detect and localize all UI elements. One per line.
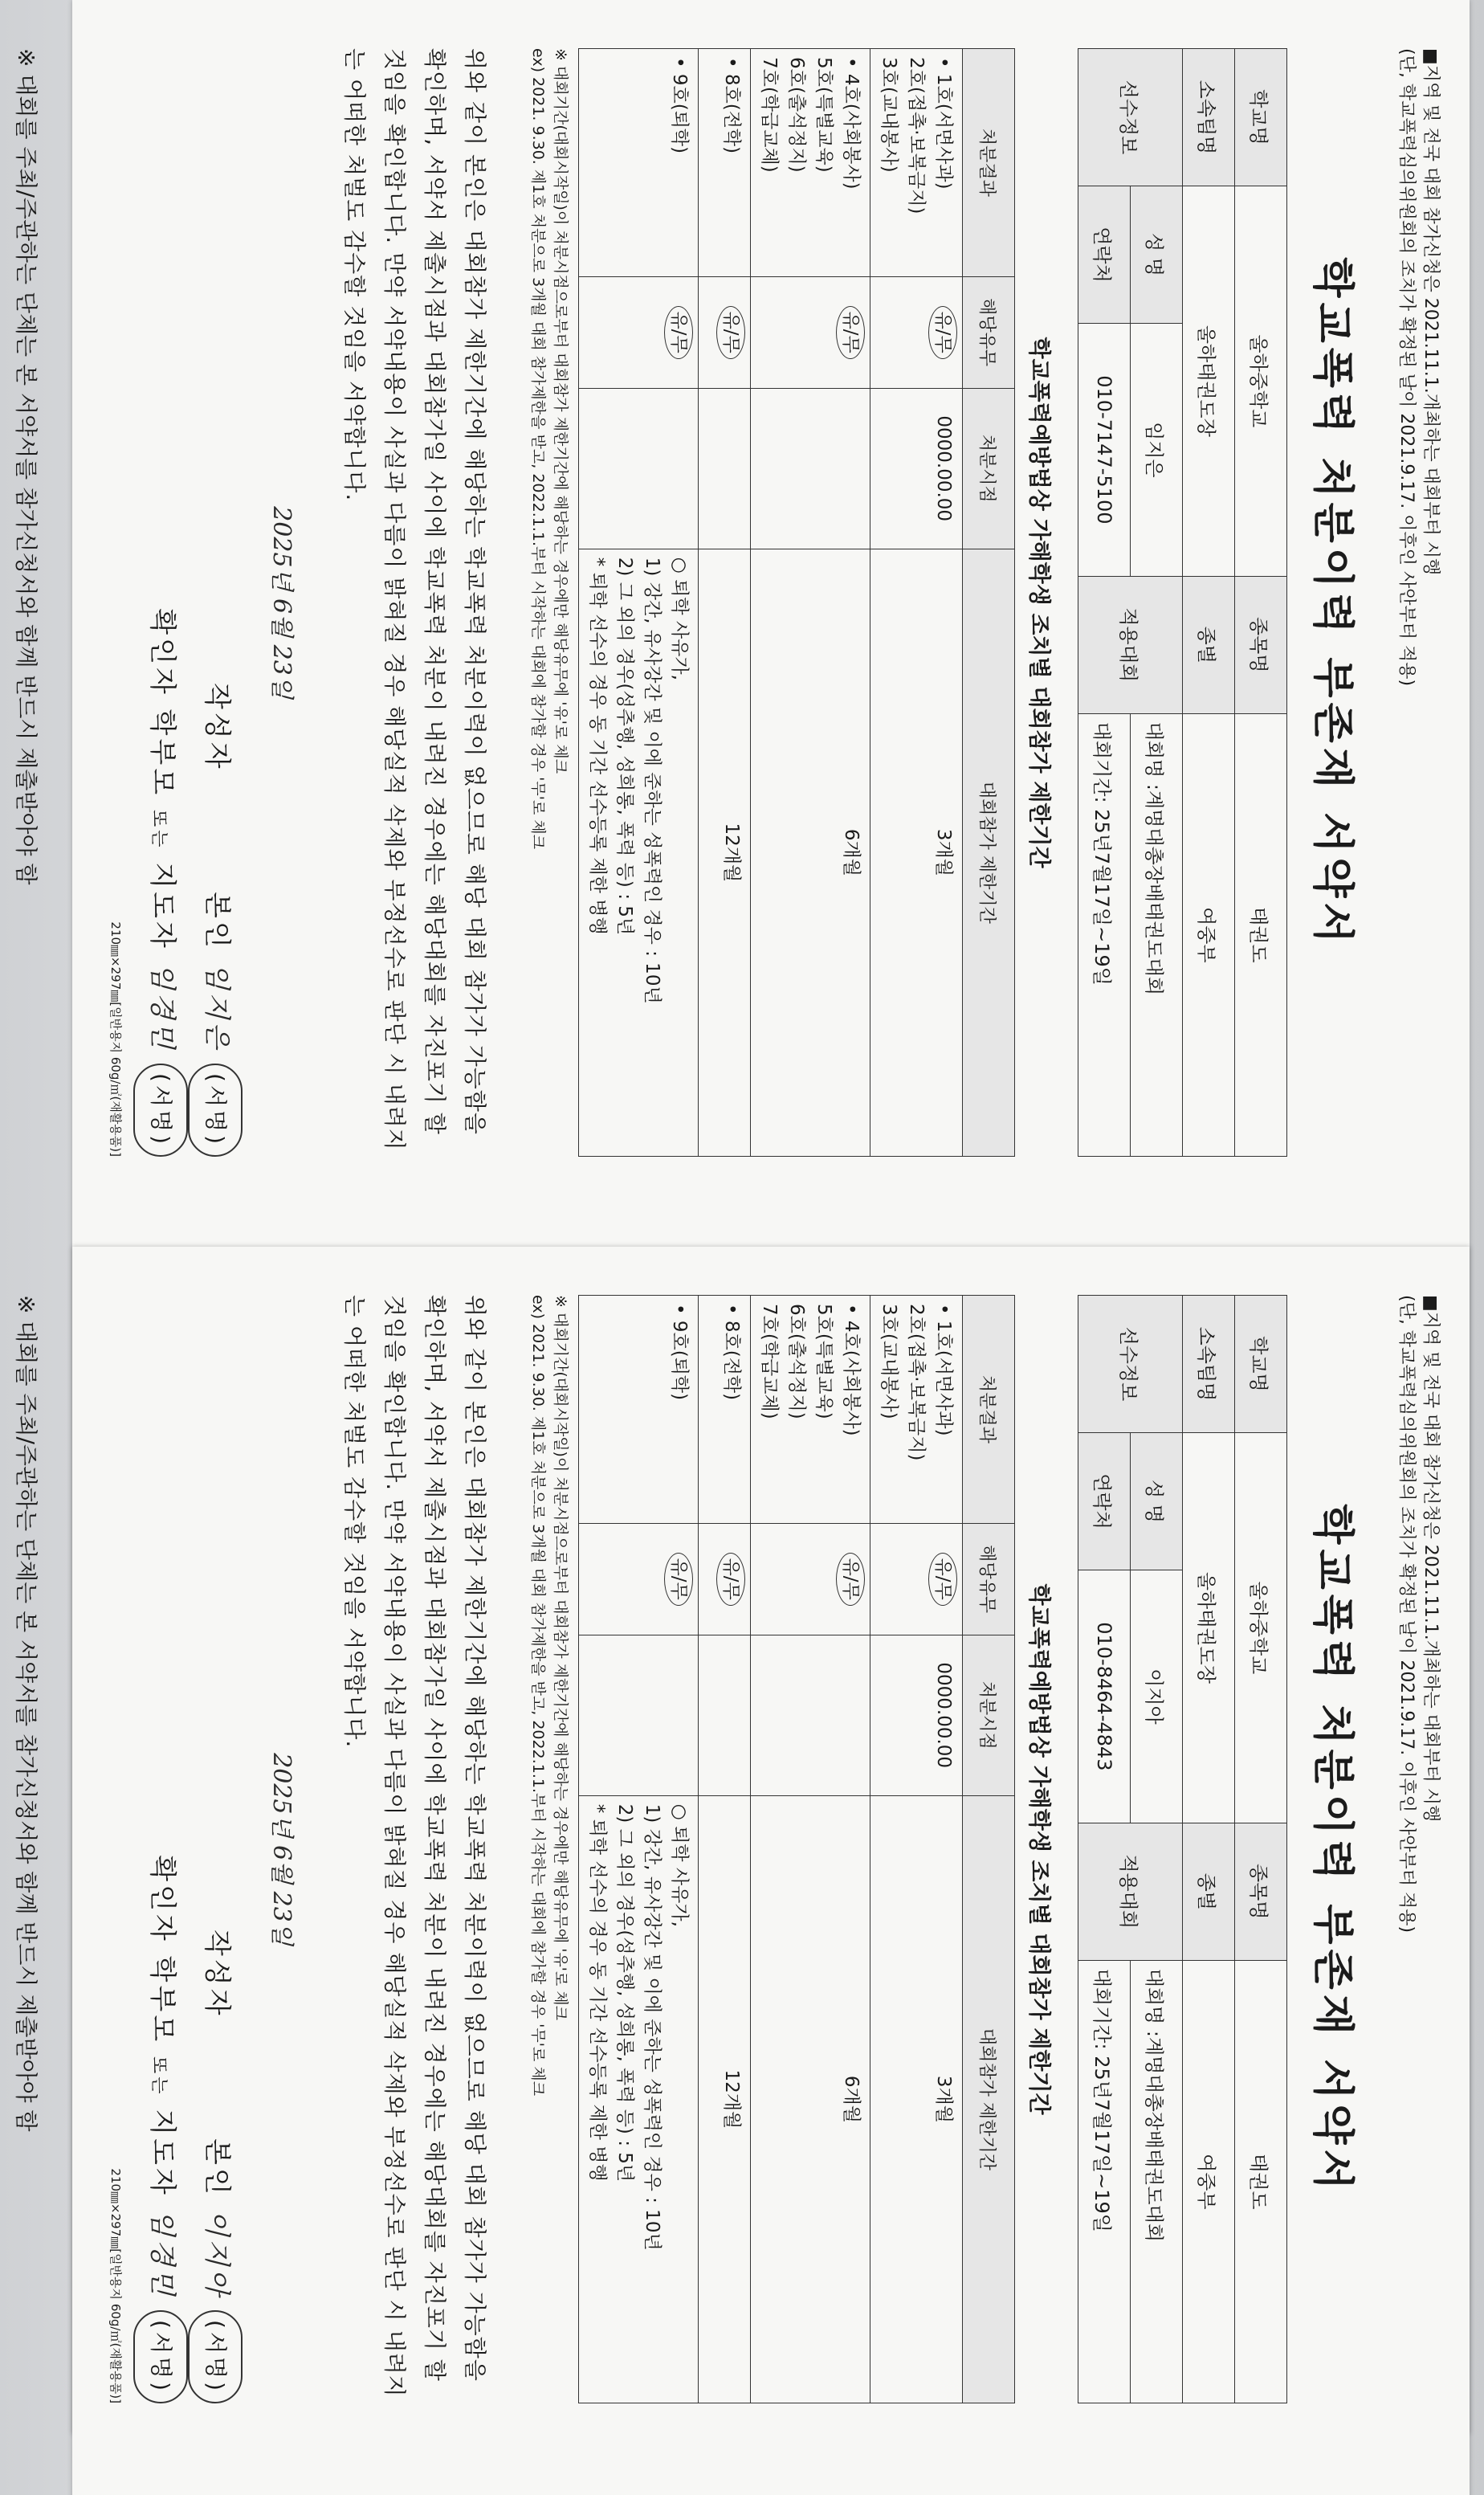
table-row bbox=[699, 1296, 751, 2403]
yesno-checkbox[interactable]: 유/무 bbox=[664, 1553, 693, 1606]
header-yesno: 해당유무 bbox=[963, 276, 1015, 388]
writer-label: 작성자 bbox=[201, 1929, 233, 2019]
value-comp-name: 대회명 :계명대총장배태권도대회 bbox=[1131, 713, 1183, 1156]
notice-line2: (단, 학교폭력심의위원회의 조치가 확정된 날이 2021.9.17. 이후인 사안부터 적용) bbox=[1396, 48, 1417, 687]
yesno-checkbox[interactable]: 유/무 bbox=[836, 1553, 865, 1606]
guardian-label: 학부모 bbox=[146, 1955, 178, 2045]
row-limit: 3개월 bbox=[870, 549, 963, 1156]
label-event: 종목명 bbox=[1235, 576, 1287, 713]
footer-note: ※ 대회를 주최/주관하는 단체는 본 서약서를 참가신청서와 함께 반드시 제출받아야 함 bbox=[13, 1295, 39, 2132]
self-label: 본인 bbox=[201, 892, 233, 951]
value-name: 임지은 bbox=[1131, 324, 1183, 577]
yesno-checkbox[interactable]: 유/무 bbox=[716, 1553, 745, 1606]
header-time: 처분시점 bbox=[963, 1635, 1015, 1795]
table-note: ※ 대회기간(대회시작일)이 처분시점으로부터 대회참가 제한기간에 해당하는 경우에만 해당유무에 '유'로 체크 ex) 2021. 9.30. 제1호 처분으로 3개월 대회 참가제한을 받고, 2022.1.1.부터 시작하는 대회에 참가할 경우 '무'로 체크 bbox=[529, 1295, 569, 2097]
pledge-text: 위와 같이 본인은 대회참가 제한기간에 해당하는 학교폭력 처분이력이 없으므로 해당 대회 참가가 가능함을 확인하며, 서약서 제출시점과 대회참가일 사이에 학교폭력 처분이 내려진 경우에는 해당대회를 자진포기 할 것임을 확인합니다. 만약 서약내용이 사실과 다름이 밝혀질 경우 해당실적 삭제와 부정선수로 판단 시 내려지는 어떠한 처벌도 감수할 것임을 서약합니다. bbox=[341, 1295, 488, 2398]
notice-line2: (단, 학교폭력심의위원회의 조치가 확정된 날이 2021.9.17. 이후인 사안부터 적용) bbox=[1396, 1295, 1417, 1934]
header-result: 처분결과 bbox=[963, 1296, 1015, 1524]
info-table bbox=[1078, 1295, 1287, 2403]
signature-block bbox=[132, 48, 243, 1157]
value-comp-name: 대회명 :계명대총장배태권도대회 bbox=[1131, 1960, 1183, 2403]
header-yesno: 해당유무 bbox=[963, 1523, 1015, 1635]
row-time bbox=[579, 1635, 699, 1795]
row-time: 0000.00.00 bbox=[870, 388, 963, 549]
value-comp-period: 대회기간: 25년7월17일~19일 bbox=[1078, 1960, 1131, 2403]
row-limit: 12개월 bbox=[699, 549, 751, 1156]
confirmer-label: 확인자 bbox=[146, 608, 178, 697]
self-sign-stamp: (서명) bbox=[188, 2310, 243, 2403]
table-row bbox=[870, 49, 963, 1157]
label-contact: 연락처 bbox=[1078, 1433, 1131, 1570]
table-row bbox=[579, 1296, 699, 2403]
notice bbox=[1394, 48, 1442, 1157]
header-time: 처분시점 bbox=[963, 388, 1015, 549]
label-competition: 적용대회 bbox=[1078, 1823, 1183, 1960]
self-label: 본인 bbox=[201, 2138, 233, 2198]
notice bbox=[1394, 1295, 1442, 2403]
info-table bbox=[1078, 48, 1287, 1157]
pledge-form-2 bbox=[13, 1247, 1470, 2495]
notice-line1: ■지역 및 전국 대회 참가신청은 2021.11.1.개최하는 대회부터 시행 bbox=[1421, 48, 1441, 576]
guardian-label: 학부모 bbox=[146, 708, 178, 798]
row-time bbox=[699, 388, 751, 549]
row-items: • 4호(사회봉사) 5호(특별교육) 6호(출석정지) 7호(학급교체) bbox=[751, 49, 870, 277]
row-items: • 1호(서면사과) 2호(접촉·보복금지) 3호(교내봉사) bbox=[870, 1296, 963, 1524]
yesno-checkbox[interactable]: 유/무 bbox=[928, 1553, 957, 1606]
paper-size: 210㎜×297㎜[일반용지 60g/㎡(재활용품)] bbox=[108, 921, 123, 1157]
value-team: 울하태권도장 bbox=[1183, 1433, 1235, 1823]
label-school: 학교명 bbox=[1235, 49, 1287, 186]
yesno-checkbox[interactable]: 유/무 bbox=[664, 306, 693, 359]
self-sign-stamp: (서명) bbox=[188, 1064, 243, 1157]
row-items: • 8호(전학) bbox=[699, 49, 751, 277]
value-school: 울하중학교 bbox=[1235, 1433, 1287, 1823]
coach-signature: 임경민 bbox=[146, 2209, 178, 2299]
label-category: 종별 bbox=[1183, 576, 1235, 713]
value-event: 태권도 bbox=[1235, 713, 1287, 1156]
label-name: 성 명 bbox=[1131, 1433, 1183, 1570]
table-row bbox=[751, 1296, 870, 2403]
form-title: 학교폭력 처분이력 부존재 서약서 bbox=[1308, 1504, 1356, 2195]
row-items: • 9호(퇴학) bbox=[579, 49, 699, 277]
value-category: 여중부 bbox=[1183, 713, 1235, 1156]
row-time bbox=[751, 1635, 870, 1795]
yesno-checkbox[interactable]: 유/무 bbox=[716, 306, 745, 359]
label-team: 소속팀명 bbox=[1183, 1296, 1235, 1433]
paper-size: 210㎜×297㎜[일반용지 60g/㎡(재활용품)] bbox=[108, 2168, 123, 2403]
row-items: • 4호(사회봉사) 5호(특별교육) 6호(출석정지) 7호(학급교체) bbox=[751, 1296, 870, 1524]
coach-sign-stamp: (서명) bbox=[133, 1064, 188, 1157]
table-row bbox=[699, 49, 751, 1157]
label-competition: 적용대회 bbox=[1078, 576, 1183, 713]
label-category: 종별 bbox=[1183, 1823, 1235, 1960]
section-title: 학교폭력예방법상 가해학생 조치별 대회참가 제한기간 bbox=[1026, 337, 1053, 868]
label-event: 종목명 bbox=[1235, 1823, 1287, 1960]
writer-label: 작성자 bbox=[201, 683, 233, 772]
table-row bbox=[870, 1296, 963, 2403]
row-time: 0000.00.00 bbox=[870, 1635, 963, 1795]
label-contact: 연락처 bbox=[1078, 186, 1131, 324]
row-limit: ○ 퇴학 사유가, 1) 강간, 유사강간 및 이에 준하는 성폭력인 경우 : 10년 2) 그 외의 경우(성추행, 성희롱, 폭력 등) : 5년 * 퇴학 선수의 경우 동 기간 선수등록 제한 병행 bbox=[579, 549, 699, 1156]
footer-note: ※ 대회를 주최/주관하는 단체는 본 서약서를 참가신청서와 함께 반드시 제출받아야 함 bbox=[13, 48, 39, 885]
header-limit: 대회참가 제한기간 bbox=[963, 1795, 1015, 2403]
label-school: 학교명 bbox=[1235, 1296, 1287, 1433]
row-limit: 6개월 bbox=[751, 549, 870, 1156]
or-label: 또는 bbox=[149, 2056, 169, 2097]
row-items: • 8호(전학) bbox=[699, 1296, 751, 1524]
or-label: 또는 bbox=[149, 810, 169, 851]
label-name: 성 명 bbox=[1131, 186, 1183, 324]
pledge-text: 위와 같이 본인은 대회참가 제한기간에 해당하는 학교폭력 처분이력이 없으므로 해당 대회 참가가 가능함을 확인하며, 서약서 제출시점과 대회참가일 사이에 학교폭력 처분이 내려진 경우에는 해당대회를 자진포기 할 것임을 확인합니다. 만약 서약내용이 사실과 다름이 밝혀질 경우 해당실적 삭제와 부정선수로 판단 시 내려지는 어떠한 처벌도 감수할 것임을 서약합니다. bbox=[341, 48, 488, 1151]
notice-line1: ■지역 및 전국 대회 참가신청은 2021.11.1.개최하는 대회부터 시행 bbox=[1421, 1295, 1441, 1823]
label-team: 소속팀명 bbox=[1183, 49, 1235, 186]
header-limit: 대회참가 제한기간 bbox=[963, 549, 1015, 1156]
discipline-table bbox=[578, 48, 1015, 1157]
label-player-info: 선수정보 bbox=[1078, 49, 1183, 186]
value-comp-period: 대회기간: 25년7월17일~19일 bbox=[1078, 713, 1131, 1156]
value-school: 울하중학교 bbox=[1235, 186, 1287, 577]
row-limit: ○ 퇴학 사유가, 1) 강간, 유사강간 및 이에 준하는 성폭력인 경우 : 10년 2) 그 외의 경우(성추행, 성희롱, 폭력 등) : 5년 * 퇴학 선수의 경우 동 기간 선수등록 제한 병행 bbox=[579, 1795, 699, 2403]
discipline-table bbox=[578, 1295, 1015, 2403]
self-signature: 임지은 bbox=[201, 962, 233, 1052]
coach-label: 지도자 bbox=[146, 2109, 178, 2198]
header-result: 처분결과 bbox=[963, 49, 1015, 277]
signature-block bbox=[132, 1295, 243, 2403]
row-limit: 6개월 bbox=[751, 1795, 870, 2403]
value-category: 여중부 bbox=[1183, 1960, 1235, 2403]
row-time bbox=[699, 1635, 751, 1795]
sign-date: 2025년 6월 23일 bbox=[267, 1753, 296, 1946]
value-event: 태권도 bbox=[1235, 1960, 1287, 2403]
value-contact: 010-8464-4843 bbox=[1078, 1570, 1131, 1823]
table-row bbox=[751, 49, 870, 1157]
sign-date: 2025년 6월 23일 bbox=[267, 506, 296, 699]
value-team: 울하태권도장 bbox=[1183, 186, 1235, 577]
yesno-checkbox[interactable]: 유/무 bbox=[928, 306, 957, 359]
section-title: 학교폭력예방법상 가해학생 조치별 대회참가 제한기간 bbox=[1026, 1583, 1053, 2115]
table-row bbox=[579, 49, 699, 1157]
row-items: • 9호(퇴학) bbox=[579, 1296, 699, 1524]
row-time bbox=[751, 388, 870, 549]
row-limit: 12개월 bbox=[699, 1795, 751, 2403]
yesno-checkbox[interactable]: 유/무 bbox=[836, 306, 865, 359]
value-name: 이지아 bbox=[1131, 1570, 1183, 1823]
label-player-info: 선수정보 bbox=[1078, 1296, 1183, 1433]
self-signature: 이지아 bbox=[201, 2209, 233, 2299]
confirmer-label: 확인자 bbox=[146, 1855, 178, 1944]
coach-label: 지도자 bbox=[146, 862, 178, 951]
row-limit: 3개월 bbox=[870, 1795, 963, 2403]
row-items: • 1호(서면사과) 2호(접촉·보복금지) 3호(교내봉사) bbox=[870, 49, 963, 277]
coach-sign-stamp: (서명) bbox=[133, 2310, 188, 2403]
table-note: ※ 대회기간(대회시작일)이 처분시점으로부터 대회참가 제한기간에 해당하는 경우에만 해당유무에 '유'로 체크 ex) 2021. 9.30. 제1호 처분으로 3개월 대회 참가제한을 받고, 2022.1.1.부터 시작하는 대회에 참가할 경우 '무'로 체크 bbox=[529, 48, 569, 850]
form-title: 학교폭력 처분이력 부존재 서약서 bbox=[1308, 257, 1356, 948]
value-contact: 010-7147-5100 bbox=[1078, 324, 1131, 577]
row-time bbox=[579, 388, 699, 549]
coach-signature: 임경민 bbox=[146, 962, 178, 1052]
